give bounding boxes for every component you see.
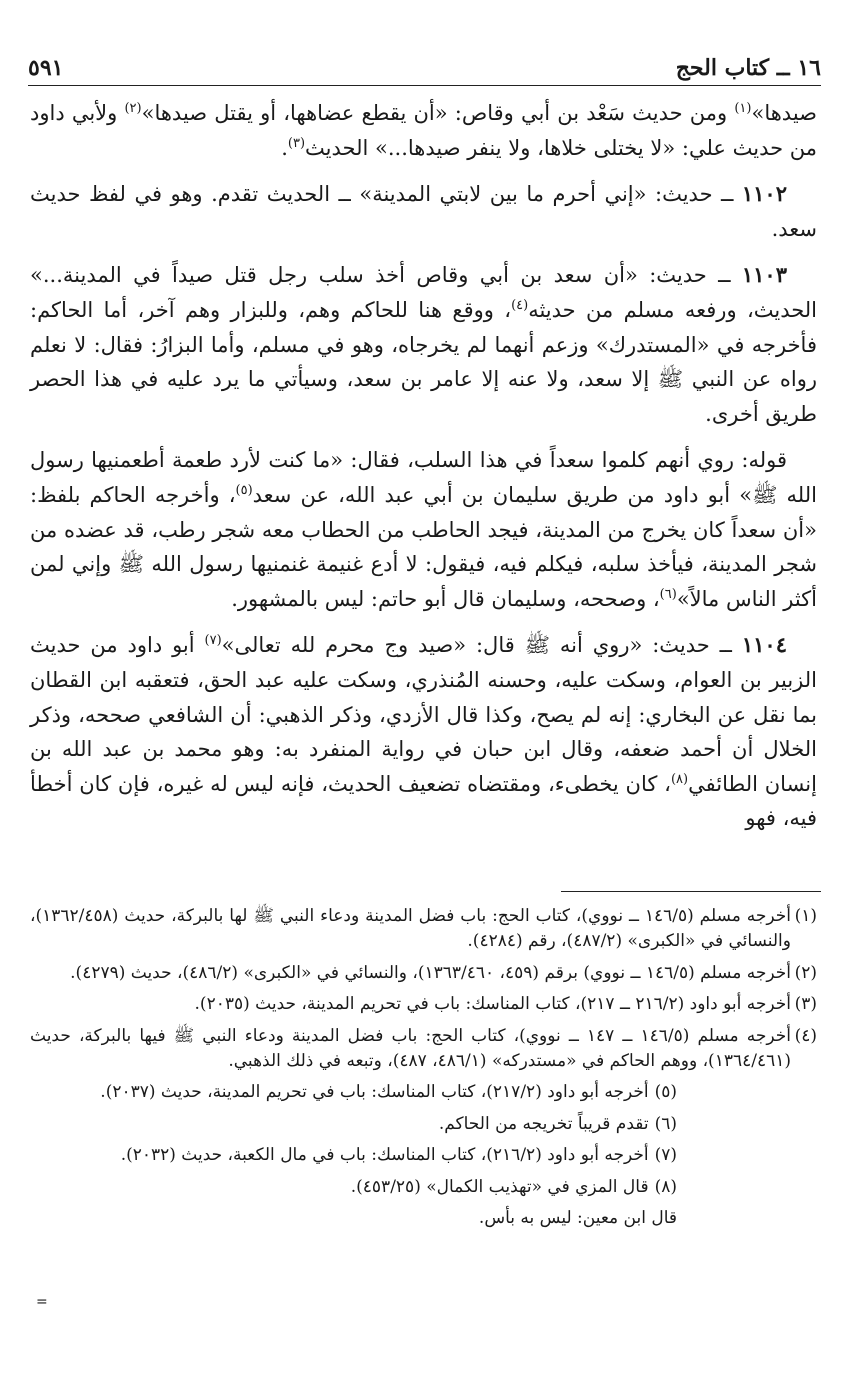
footnote-4 <box>30 1024 817 1075</box>
footnote-continuation: قال ابن معين: ليس به بأس. <box>478 1208 677 1229</box>
entry-number: ١١٠٤ <box>741 632 787 658</box>
text-run: ــ حديث: «إني أحرم ما بين لابتي المدينة» ــ الحديث تقدم. وهو في لفظ حديث سعد. <box>30 182 817 241</box>
footnote-5 <box>30 1080 677 1105</box>
footnote-number: (١) <box>794 906 817 926</box>
text-run: ولأبي داود من حديث علي: «لا يختلى خلاها، ولا ينفر صيدها...» الحديث <box>30 101 817 160</box>
footnote-number: (٣) <box>794 994 817 1015</box>
hadith-1104 <box>30 628 817 836</box>
footnote-text: أخرجه مسلم (١٤٦/٥ ــ نووي)، كتاب الحج: باب فضل المدينة ودعاء النبي ﷺ لها بالبركة، حديث (١٣٦٢/٤٥٨)، والنسائي في «الكبرى» (٤٨٧/٢)، رقم (٤٢٨٤). <box>30 906 792 952</box>
running-title: ١٦ ــ كتاب الحج <box>675 55 821 81</box>
page-header <box>28 46 821 86</box>
footnote-number: (٥) <box>654 1082 677 1103</box>
hadith-1103 <box>30 258 817 431</box>
footnote-text: أخرجه مسلم (١٤٦/٥ ــ نووي) برقم (٤٥٩، ١٣٦٣/٤٦٠)، والنسائي في «الكبرى» (٤٨٦/٢)، حديث (٤٢٧٩). <box>70 962 791 983</box>
text-run: ، وصححه، وسليمان قال أبو حاتم: ليس بالمشهور. <box>231 586 660 611</box>
footnote-text: تقدم قريباً تخريجه من الحاكم. <box>438 1113 649 1134</box>
main-text <box>30 96 817 848</box>
footnote-ref-8[interactable]: (٨) <box>670 771 689 787</box>
footnotes <box>30 904 817 1237</box>
footnote-8 <box>30 1175 677 1200</box>
hadith-1102 <box>30 177 817 246</box>
text-run: ــ حديث: «روي أنه ﷺ قال: «صيد وج محرم لله تعالى» <box>221 633 742 658</box>
footnote-3 <box>30 992 817 1017</box>
text-run: قوله: روي أنهم كلموا سعداً في هذا السلب، فقال: «ما كنت لأرد طعمة أطعمنيها رسول الله ﷺ» أبو داود من طريق سليمان بن أبي عبد الله، عن سعد <box>30 448 817 507</box>
text-run: أبو داود من حديث الزبير بن العوام، وسكت عليه، وحسنه المُنذري، وسكت عليه عبد الحق، فتعقبه ابن القطان بما نقل عن البخاري: إنه لم يصح، وكذا قال الأزدي، وذكر الذهبي: أن الشافعي صححه، وذكر الخلال أن أحمد ضعفه، وقال ابن حبان في رواية المنفرد به: وهو محمد بن عبد الله بن إنسان الطائفي <box>30 633 817 796</box>
continuation-mark: = <box>36 1294 48 1310</box>
footnote-number: (٧) <box>654 1145 677 1166</box>
entry-number: ١١٠٣ <box>741 262 787 288</box>
footnote-ref-4[interactable]: (٤) <box>511 297 529 313</box>
footnote-text: أخرجه مسلم (١٤٦/٥ ــ ١٤٧ ــ نووي)، كتاب الحج: باب فضل المدينة ودعاء النبي ﷺ فيها بالبركة، حديث (١٣٦٤/٤٦١)، ووهم الحاكم في «مستدركه» (٤٨٦/١، ٤٨٧)، وتبعه في ذلك الذهبي. <box>30 1025 791 1072</box>
footnote-text: أخرجه أبو داود (٢١٦/٢)، كتاب المناسك: باب في مال الكعبة، حديث (٢٠٣٢). <box>120 1145 649 1166</box>
footnote-ref-2[interactable]: (٢) <box>124 101 142 116</box>
footnote-ref-1[interactable]: (١) <box>734 101 752 116</box>
footnote-2 <box>30 961 817 986</box>
footnote-text: أخرجه أبو داود (٢١٦/٢ ــ ٢١٧)، كتاب المناسك: باب في تحريم المدينة، حديث (٢٠٣٥). <box>194 994 791 1015</box>
footnote-text: قال المزي في «تهذيب الكمال» (٤٥٣/٢٥). <box>350 1176 649 1197</box>
paragraph-1 <box>30 96 817 165</box>
text-run: ، ووقع هنا للحاكم وهم، وللبزار وهم آخر، أما الحاكم: فأخرجه في «المستدرك» وزعم أنهما لم يخرجاه، وهو في مسلم، وأما البزارُ: فقال: لا نعلم رواه عن النبي ﷺ إلا سعد، ولا عنه إلا عامر بن سعد، وسيأتي ما يرد عليه في هذا الحصر طريق أخرى. <box>30 297 817 426</box>
footnote-number: (٤) <box>794 1025 817 1046</box>
footnote-1 <box>30 904 817 955</box>
text-run: ــ حديث: «أن سعد بن أبي وقاص أخذ سلب رجل قتل صيداً في المدينة...» الحديث، ورفعه مسلم من حديثه <box>30 263 817 322</box>
footnote-number: (٦) <box>654 1113 677 1134</box>
text-run: ، كان يخطىء، ومقتضاه تضعيف الحديث، فإنه ليس له غيره، فإن كان أخطأ فيه، فهو <box>30 771 817 831</box>
footnote-ref-3[interactable]: (٣) <box>287 135 306 151</box>
footnote-ref-7[interactable]: (٧) <box>204 633 222 649</box>
footnote-6 <box>30 1112 677 1137</box>
footnote-ref-6[interactable]: (٦) <box>659 586 677 602</box>
text-run: . <box>281 135 288 160</box>
footnote-text: أخرجه أبو داود (٢١٧/٢)، كتاب المناسك: باب في تحريم المدينة، حديث (٢٠٣٧). <box>100 1082 649 1103</box>
footnote-divider <box>561 891 821 892</box>
text-run: ومن حديث سَعْد بن أبي وقاص: «أن يقطع عضاهها، أو يقتل صيدها» <box>141 101 735 125</box>
entry-number: ١١٠٢ <box>741 181 787 207</box>
footnote-number: (٨) <box>654 1176 677 1197</box>
footnote-7 <box>30 1143 677 1168</box>
footnote-number: (٢) <box>794 962 817 983</box>
text-run: صيدها» <box>751 101 817 125</box>
footnote-ref-5[interactable]: (٥) <box>235 482 253 498</box>
page-number: ٥٩١ <box>28 55 64 81</box>
paragraph-qawluhu <box>30 443 817 616</box>
text-run: ، وأخرجه الحاكم بلفظ: «أن سعداً كان يخرج من المدينة، فيجد الحاطب من الحطاب معه شجر رطب، قد عضده من شجر المدينة، فيأخذ سلبه، فيكلم فيه، فيقول: لا أدع غنيمة غنمنيها رسول الله ﷺ وإني لمن أكثر الناس مالاً» <box>30 482 817 611</box>
